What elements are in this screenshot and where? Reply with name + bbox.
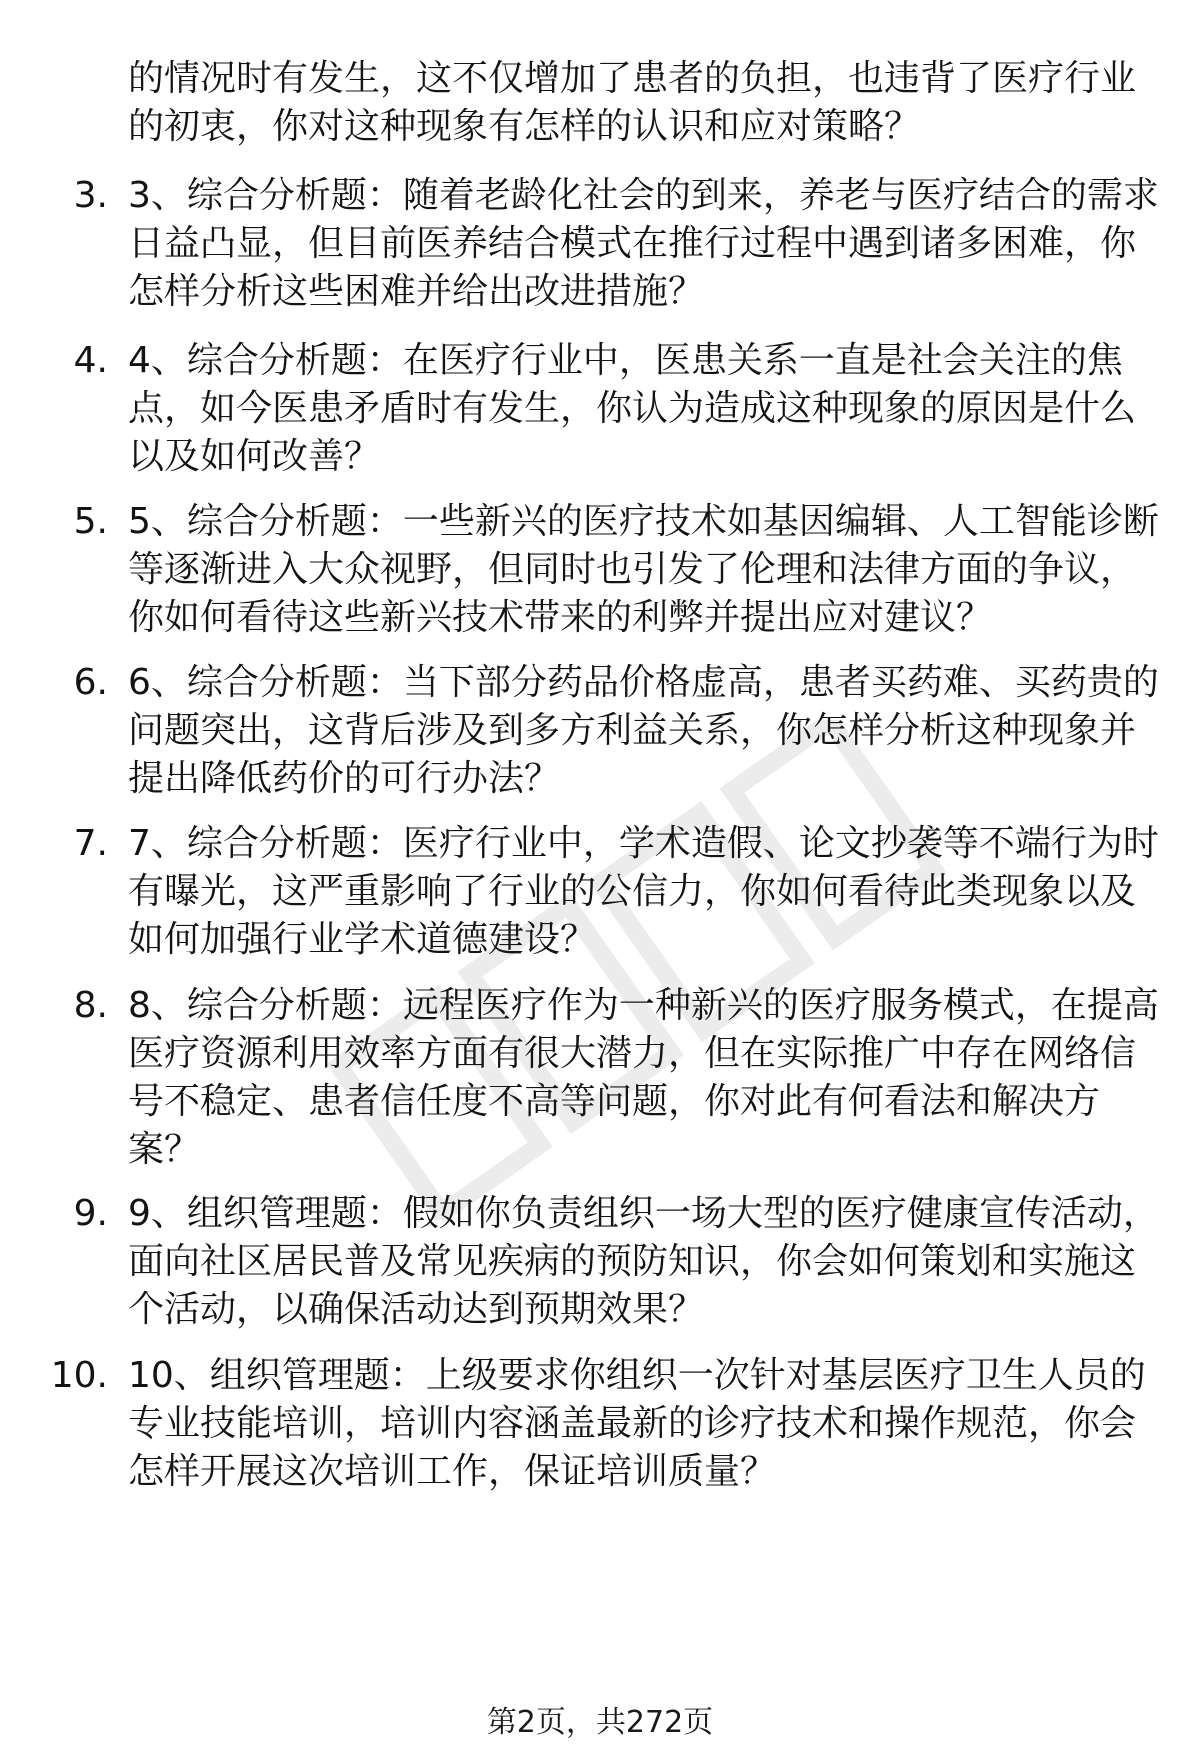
question-line: 8、综合分析题：远程医疗作为一种新兴的医疗服务模式，在提高 [128, 985, 1159, 1026]
question-line: 如何加强行业学术道德建设？ [128, 919, 597, 960]
list-number: 4. [73, 340, 108, 381]
list-number: 3. [73, 175, 108, 216]
list-number: 6. [73, 662, 108, 703]
question-text [128, 1352, 1168, 1496]
question-line: 7、综合分析题：医疗行业中，学术造假、论文抄袭等不端行为时 [128, 823, 1159, 864]
question-line: 5、综合分析题：一些新兴的医疗技术如基因编辑、人工智能诊断 [128, 501, 1159, 542]
question-text [128, 659, 1168, 803]
page-footer: 第2页，共272页 [486, 1705, 714, 1740]
list-number: 8. [73, 985, 108, 1026]
continuation-paragraph [128, 55, 1168, 151]
list-number: 10. [50, 1355, 108, 1396]
continuation-line: 的情况时有发生，这不仅增加了患者的负担，也违背了医疗行业 [128, 58, 1137, 99]
list-number: 5. [73, 501, 108, 542]
question-line: 个活动，以确保活动达到预期效果？ [128, 1289, 705, 1330]
question-line: 提出降低药价的可行办法？ [128, 758, 561, 799]
question-line: 4、综合分析题：在医疗行业中，医患关系一直是社会关注的焦 [128, 340, 1123, 381]
question-line: 怎样开展这次培训工作，保证培训质量？ [128, 1451, 777, 1492]
question-line: 日益凸显，但目前医养结合模式在推行过程中遇到诸多困难，你 [128, 223, 1137, 264]
question-line: 案？ [128, 1129, 201, 1170]
question-line: 医疗资源利用效率方面有很大潜力，但在实际推广中存在网络信 [128, 1033, 1137, 1074]
question-line: 等逐渐进入大众视野，但同时也引发了伦理和法律方面的争议， [128, 549, 1137, 590]
question-line: 点，如今医患矛盾时有发生，你认为造成这种现象的原因是什么 [128, 388, 1137, 429]
question-text [128, 982, 1168, 1174]
continuation-line: 的初衷，你对这种现象有怎样的认识和应对策略？ [128, 106, 921, 147]
question-line: 10、组织管理题：上级要求你组织一次针对基层医疗卫生人员的 [128, 1355, 1146, 1396]
question-line: 6、综合分析题：当下部分药品价格虚高，患者买药难、买药贵的 [128, 662, 1159, 703]
question-line: 有曝光，这严重影响了行业的公信力，你如何看待此类现象以及 [128, 871, 1137, 912]
question-line: 问题突出，这背后涉及到多方利益关系，你怎样分析这种现象并 [128, 710, 1137, 751]
question-line: 专业技能培训，培训内容涵盖最新的诊疗技术和操作规范，你会 [128, 1403, 1137, 1444]
question-line: 你如何看待这些新兴技术带来的利弊并提出应对建议？ [128, 597, 993, 638]
question-line: 怎样分析这些困难并给出改进措施？ [128, 271, 705, 312]
question-text [128, 1190, 1168, 1334]
question-line: 面向社区居民普及常见疾病的预防知识，你会如何策划和实施这 [128, 1241, 1137, 1282]
question-line: 9、组织管理题：假如你负责组织一场大型的医疗健康宣传活动， [128, 1193, 1159, 1234]
list-number: 9. [73, 1193, 108, 1234]
question-text [128, 820, 1168, 964]
question-line: 3、综合分析题：随着老龄化社会的到来，养老与医疗结合的需求 [128, 175, 1159, 216]
question-text [128, 498, 1168, 642]
list-number: 7. [73, 823, 108, 864]
question-line: 号不稳定、患者信任度不高等问题，你对此有何看法和解决方 [128, 1081, 1101, 1122]
question-text [128, 337, 1168, 481]
question-line: 以及如何改善？ [128, 436, 381, 477]
question-text [128, 172, 1168, 316]
